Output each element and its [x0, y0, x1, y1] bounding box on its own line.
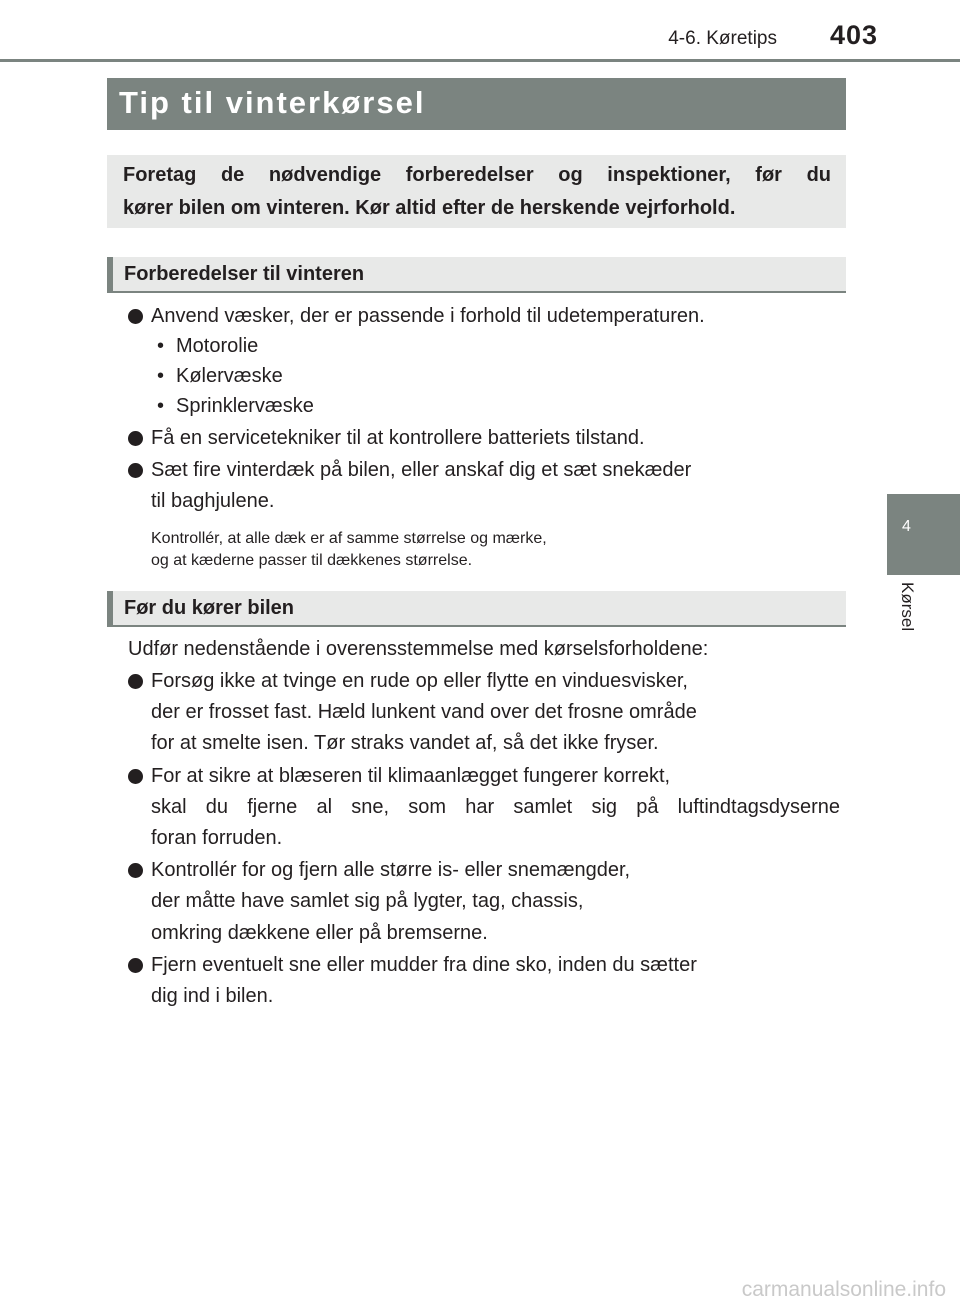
- list-item-continuation: til baghjulene.: [151, 490, 275, 512]
- sub-bullet-icon: •: [157, 365, 165, 387]
- list-item: Fjern eventuelt sne eller mudder fra dine sko, inden du sætter: [151, 954, 697, 976]
- note-text: og at kæderne passer til dækkenes størrelse.: [151, 552, 473, 569]
- page-title: Tip til vinterkørsel: [119, 85, 426, 120]
- chapter-tab[interactable]: [887, 494, 960, 575]
- list-item-continuation: der måtte have samlet sig på lygter, tag, chassis,: [151, 890, 584, 912]
- list-item: Kontrollér for og fjern alle større is- eller snemængder,: [151, 859, 631, 881]
- bullet-icon: [128, 309, 143, 324]
- section-heading-label: Før du kører bilen: [124, 597, 295, 619]
- list-item: Få en servicetekniker til at kontrollere batteriets tilstand.: [151, 427, 645, 449]
- section-lead: Udfør nedenstående i overensstemmelse med kørselsforholdene:: [128, 638, 709, 660]
- list-item-continuation: for at smelte isen. Tør straks vandet af, så det ikke fryser.: [151, 732, 659, 754]
- sub-bullet-icon: •: [157, 395, 165, 417]
- list-item-continuation: foran forruden.: [151, 827, 283, 849]
- sub-list-item: Sprinklervæske: [176, 395, 314, 417]
- section-heading-label: Forberedelser til vinteren: [124, 263, 365, 285]
- intro-line: kører bilen om vinteren. Kør altid efter de herskende vejrforhold.: [123, 197, 736, 219]
- intro-box: [107, 155, 846, 228]
- sub-list-item: Kølervæske: [176, 365, 283, 387]
- section-reference: 4-6. Køretips: [668, 28, 777, 49]
- list-item: Anvend væsker, der er passende i forhold til udetemperaturen.: [151, 305, 705, 327]
- bullet-icon: [128, 431, 143, 446]
- page-header: [0, 0, 960, 64]
- chapter-number: 4: [902, 518, 911, 535]
- bullet-icon: [128, 463, 143, 478]
- page-title-bar: [107, 78, 846, 130]
- list-item: Forsøg ikke at tvinge en rude op eller flytte en vinduesvisker,: [151, 670, 688, 692]
- list-item-continuation: skal du fjerne al sne, som har samlet sig på luftindtagsdyserne: [151, 796, 840, 818]
- watermark: carmanualsonline.info: [741, 1278, 946, 1301]
- sub-list-item: Motorolie: [176, 335, 259, 357]
- list-item: Sæt fire vinterdæk på bilen, eller anskaf dig et sæt snekæder: [151, 459, 692, 481]
- bullet-icon: [128, 958, 143, 973]
- bullet-icon: [128, 769, 143, 784]
- chapter-label: Kørsel: [898, 582, 917, 632]
- bullet-icon: [128, 674, 143, 689]
- list-item: For at sikre at blæseren til klimaanlægget fungerer korrekt,: [151, 765, 671, 787]
- section-heading-before-driving: [107, 591, 846, 627]
- page-number: 403: [829, 20, 878, 50]
- intro-line: Foretag de nødvendige forberedelser og inspektioner, før du: [123, 164, 831, 186]
- heading-accent-bar: [107, 591, 113, 625]
- list-item-continuation: dig ind i bilen.: [151, 985, 274, 1007]
- list-item-continuation: omkring dækkene eller på bremserne.: [151, 922, 488, 944]
- list-item-continuation: der er frosset fast. Hæld lunkent vand over det frosne område: [151, 701, 697, 723]
- bullet-icon: [128, 863, 143, 878]
- header-rule: [0, 59, 960, 62]
- sub-bullet-icon: •: [157, 335, 165, 357]
- section-heading-winter-prep: [107, 257, 846, 293]
- heading-accent-bar: [107, 257, 113, 291]
- note-text: Kontrollér, at alle dæk er af samme størrelse og mærke,: [151, 530, 547, 547]
- intro-text: [123, 159, 831, 225]
